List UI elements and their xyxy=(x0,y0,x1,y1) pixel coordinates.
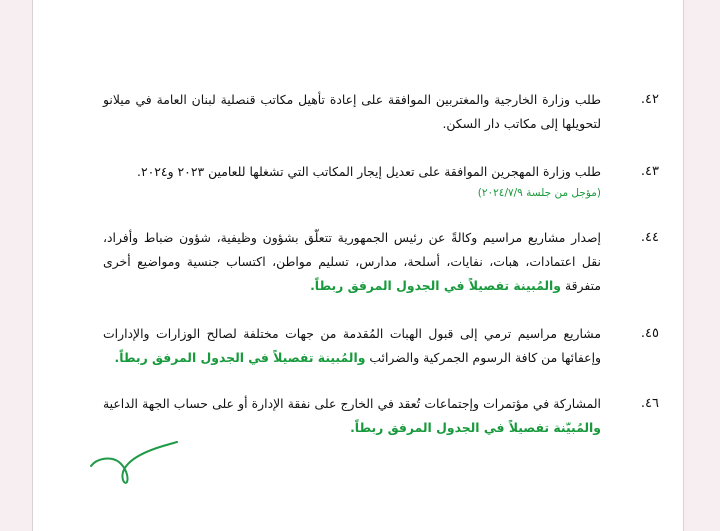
item-text: إصدار مشاريع مراسيم وكالةً عن رئيس الجمهورية تتعلّق بشؤون وظيفية، شؤون ضباط وأفراد، نقل اعتمادات، هبات، نفايات، أسلحة، مدارس، تسليم مواطن، اكتساب جنسية ومواضيع أخرى متفرقة xyxy=(103,230,601,293)
item-number: ٤٣. xyxy=(640,164,659,179)
handwritten-signature xyxy=(85,436,185,486)
item-green-text: والمُبينة تفصيلاً في الجدول المرفق ربطاً. xyxy=(114,350,366,365)
agenda-item-46 xyxy=(103,392,659,440)
item-number: ٤٥. xyxy=(640,326,659,341)
item-text: طلب وزارة الخارجية والمغتربين الموافقة على إعادة تأهيل مكاتب قنصلية لبنان العامة في ميلانو لتحويلها إلى مكاتب دار السكن. xyxy=(103,92,601,131)
item-text: طلب وزارة المهجرين الموافقة على تعديل إيجار المكاتب التي تشغلها للعامين ٢٠٢٣ و٢٠٢٤. xyxy=(137,164,601,179)
item-number: ٤٤. xyxy=(640,230,659,245)
item-text: المشاركة في مؤتمرات وإجتماعات تُعقد في الخارج على نفقة الإدارة أو على حساب الجهة الداعية xyxy=(103,396,601,411)
item-number: ٤٢. xyxy=(640,92,659,107)
postponed-note: (مؤجل من جلسة ٢٠٢٤/٧/٩) xyxy=(477,187,601,199)
item-green-text: والمُبينة تفصيلاً في الجدول المرفق ربطاً. xyxy=(310,278,561,293)
agenda-item-42 xyxy=(103,88,659,136)
agenda-item-43 xyxy=(103,160,659,202)
item-text: مشاريع مراسيم ترمي إلى قبول الهبات المُقدمة من جهات مختلفة لصالح الوزارات والإدارات وإعفائها من كافة الرسوم الجمركية والضرائب xyxy=(103,326,601,365)
item-number: ٤٦. xyxy=(640,396,659,411)
agenda-item-45 xyxy=(103,322,659,370)
agenda-item-44 xyxy=(103,226,659,298)
item-green-text: والمُبيّنة تفصيلاً في الجدول المرفق ربطاً. xyxy=(350,420,601,435)
document-page xyxy=(32,0,684,531)
agenda-items xyxy=(103,88,659,440)
